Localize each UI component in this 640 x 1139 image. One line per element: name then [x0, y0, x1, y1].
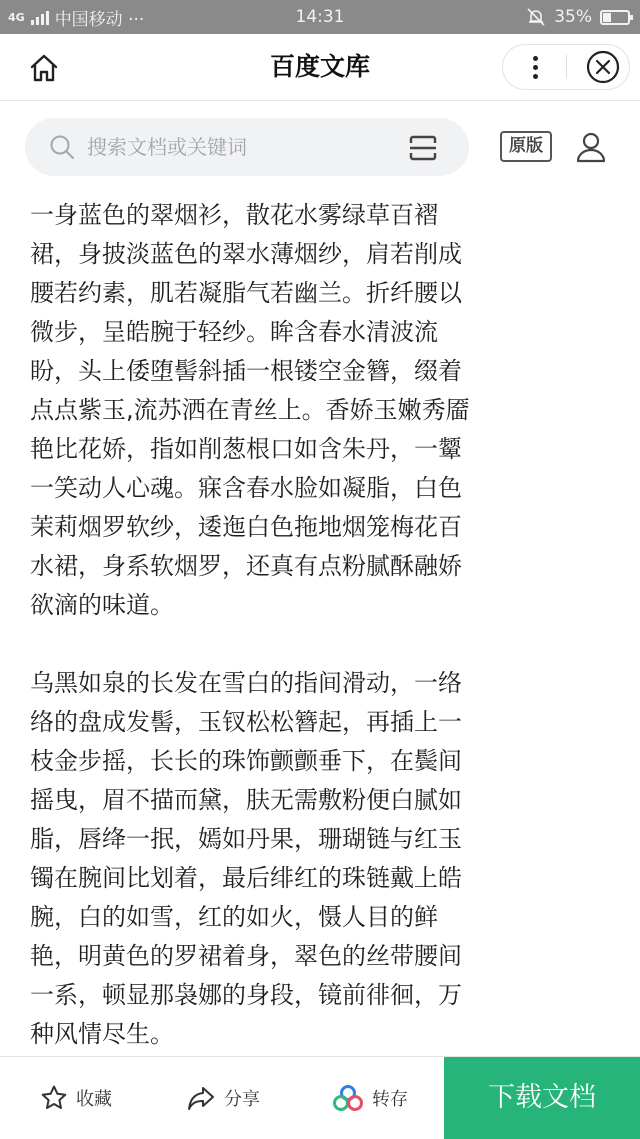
share-button[interactable]: [186, 1057, 260, 1139]
star-icon: [40, 1084, 68, 1112]
search-placeholder: 搜索文档或关键词: [87, 135, 247, 159]
cloud-save-icon: [332, 1084, 364, 1112]
search-input[interactable]: [25, 118, 469, 176]
status-bar: [0, 0, 640, 34]
paragraph-2: 乌黑如泉的长发在雪白的指间滑动，一络 络的盘成发髻，玉钗松松簪起，再插上一 枝金步摇，长长的珠饰颤颤垂下，在鬓间 摇曳，眉不描而黛，肤无需敷粉便白腻如 脂，唇绛一抿，嫣如丹果，珊瑚链与红玉 镯在腕间比划着，最后绯红的珠链戴上皓 腕，白的如雪，红的如火，慑人目的鲜 艳，明黄色的罗裙着身，翠色的丝带腰间 一系，顿显那袅娜的身段，镜前徘徊，万 种风情尽生。: [30, 669, 462, 1048]
search-icon: [49, 134, 75, 160]
document-content: [30, 196, 610, 1054]
favorite-button[interactable]: [40, 1057, 112, 1139]
user-icon[interactable]: [576, 131, 606, 163]
more-dots-icon: [533, 54, 538, 81]
mute-bell-icon: [526, 7, 546, 27]
clock: 14:31: [295, 7, 345, 27]
status-right: [526, 0, 630, 34]
carrier-name: 中国移动 ···: [54, 9, 145, 30]
more-button[interactable]: [503, 45, 567, 89]
original-version-button[interactable]: 原版: [500, 131, 552, 162]
save-label: 转存: [372, 1089, 408, 1110]
title-bar: [0, 34, 640, 101]
paragraph-1: 一身蓝色的翠烟衫，散花水雾绿草百褶 裙，身披淡蓝色的翠水薄烟纱，肩若削成 腰若约素，肌若凝脂气若幽兰。折纤腰以 微步，呈皓腕于轻纱。眸含春水清波流 盼，头上倭堕髻斜插一根镂空金簪，缀着 点点紫玉,流苏洒在青丝上。香娇玉嫩秀靥 艳比花娇，指如削葱根口如含朱丹，一颦 一笑动人心魂。寐含春水脸如凝脂，白色 茉莉烟罗软纱，逶迤白色拖地烟笼梅花百 水裙，身系软烟罗，还真有点粉腻酥融娇 欲滴的味道。: [30, 201, 470, 619]
battery-level-fill: [603, 13, 611, 22]
share-icon: [186, 1084, 216, 1112]
favorite-label: 收藏: [76, 1089, 112, 1110]
battery-icon: [600, 10, 630, 25]
page-title: 百度文库: [269, 52, 370, 81]
capsule-divider: [566, 55, 567, 79]
scan-icon[interactable]: [409, 135, 437, 161]
share-label: 分享: [224, 1089, 260, 1110]
battery-percent: 35%: [554, 7, 592, 27]
network-type: 4G: [8, 10, 25, 24]
mini-program-capsule: [502, 44, 630, 90]
download-document-button[interactable]: 下载文档: [444, 1057, 640, 1139]
save-to-drive-button[interactable]: [332, 1057, 408, 1139]
close-icon[interactable]: [585, 49, 621, 85]
bottom-action-bar: [0, 1056, 640, 1139]
